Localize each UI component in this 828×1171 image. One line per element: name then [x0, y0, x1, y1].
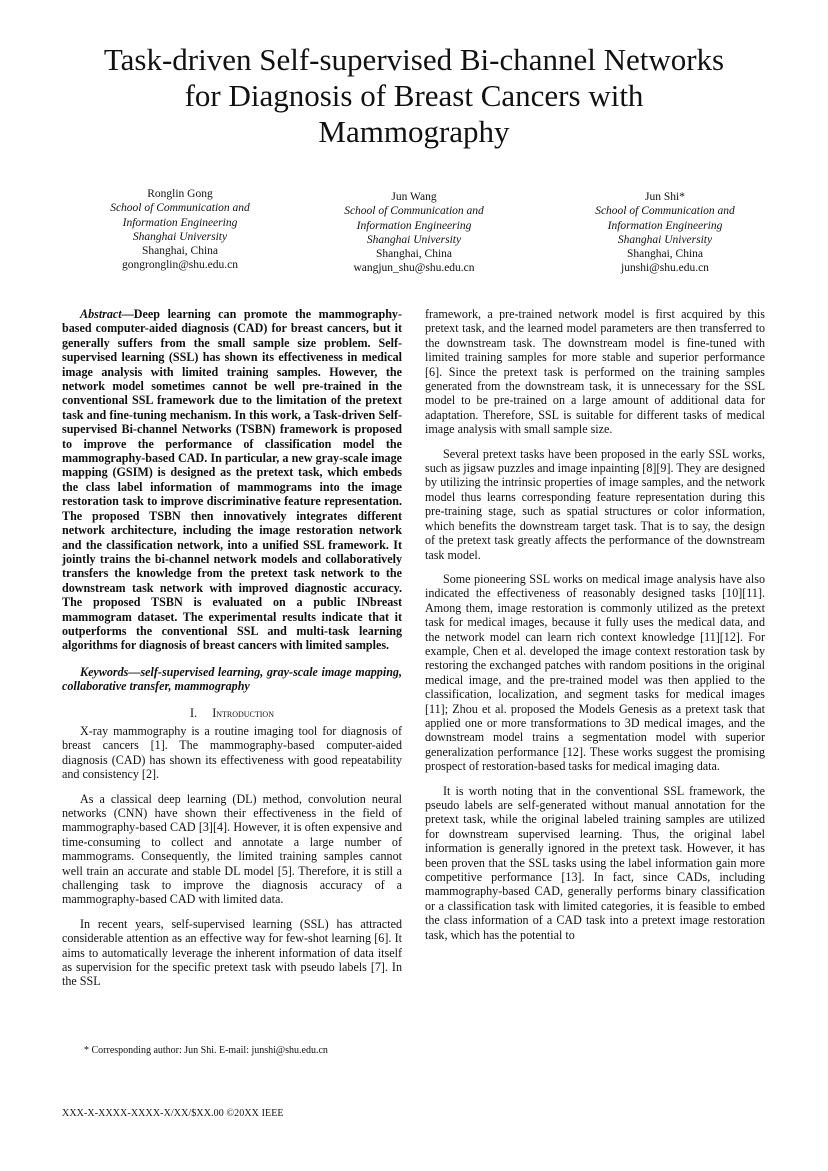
author-location: Shanghai, China — [626, 248, 704, 261]
title-line-2: for Diagnosis of Breast Cancers with — [184, 78, 644, 113]
body-paragraph: As a classical deep learning (DL) method, convolution neural networks (CNN) have shown their effectiveness in the field of mammography-based CAD [3][4]. However, it is often expensive and time-consuming to collect and annotate a large number of mammograms. Consequently, the limited training samples cannot well train an accurate and stable DL model [5]. Therefore, it is still a challenging task to improve the diagnosis accuracy of a mammography-based CAD with limited data. — [62, 791, 402, 907]
keywords-text: self-supervised learning, gray-scale image mapping, collaborative transfer, mammography — [62, 664, 402, 694]
left-column — [62, 307, 402, 989]
author-location: Shanghai, China — [141, 245, 219, 258]
author-email: junshi@shu.edu.cn — [621, 262, 709, 275]
author-name: Jun Shi* — [645, 191, 685, 203]
section-number: I. — [190, 705, 198, 720]
author-name: Jun Wang — [391, 191, 437, 203]
author-email: wangjun_shu@shu.edu.cn — [353, 262, 475, 275]
keywords-label: Keywords — [80, 664, 129, 679]
author-name: Ronglin Gong — [147, 188, 213, 200]
body-paragraph: In recent years, self-supervised learning (SSL) has attracted considerable attention as an effective way for few-shot learning [6]. It aims to automatically leverage the inherent information of data itself as supervision for the specific pretext task with pseudo labels [7]. In the SSL — [62, 916, 402, 989]
abstract-dash: — — [121, 307, 134, 321]
body-paragraph: framework, a pre-trained network model is first acquired by this pretext task, and the learned model parameters are then transferred to the downstream task. The downstream model is fine-tuned with limited training samples for more stable and superior performance [6]. Since the pretext task is performed on the training samples generated from the downstream task, it is unnecessary for the SSL model to be pre-trained on a large amount of additional data for adaptation. Therefore, SSL is suitable for different tasks of medical image analysis with small sample size. — [425, 307, 765, 437]
author-affiliation: Information Engineering — [122, 216, 238, 229]
right-column — [425, 307, 765, 942]
body-paragraph: Some pioneering SSL works on medical image analysis have also indicated the effectiveness of reasonably designed tasks [10][11]. Among them, image restoration is commonly utilized as the pretext task for medical images, because it fully uses the medical data, and the network model can learn rich context knowledge [11][12]. For example, Chen et al. developed the image context restoration task by restoring the exchanged patches with random positions in the original medical image, and the pre-trained model was then applied to the classification, localization, and segment tasks for medical images [11]; Zhou et al. proposed the Models Genesis as a pretext task that applied one or more transformations to 3D medical images, and the downstream model trains a segmentation model with superior generalization performance [12]. These works suggest the promising prospect of restoration-based tasks for medical imaging data. — [425, 571, 765, 774]
section-heading-introduction — [62, 706, 402, 720]
author-affiliation: School of Communication and — [344, 205, 484, 218]
body-paragraph: Several pretext tasks have been proposed in the early SSL works, such as jigsaw puzzles and image inpainting [8][9]. They are designed by utilizing the intrinsic properties of image samples, and the network model thus learns corresponding feature representation during this pre-training stage, such as spatial structures or color information, which benefits the downstream target task. That is to say, the design of the pretext task greatly affects the performance of the downstream task model. — [425, 446, 765, 562]
paper-title — [40, 42, 788, 150]
title-line-3: Mammography — [318, 114, 510, 149]
author-affiliation: School of Communication and — [595, 205, 735, 218]
section-title: Introduction — [212, 705, 274, 720]
author-affiliation: Information Engineering — [607, 219, 723, 232]
title-line-1: Task-driven Self-supervised Bi-channel Networks — [103, 42, 725, 77]
author-1 — [60, 187, 300, 273]
author-affiliation: Shanghai University — [366, 233, 462, 246]
author-location: Shanghai, China — [375, 248, 453, 261]
author-email: gongronglin@shu.edu.cn — [122, 259, 238, 272]
keywords-dash: — — [128, 664, 141, 679]
keywords — [62, 665, 402, 694]
abstract — [62, 307, 402, 653]
author-3 — [545, 190, 785, 276]
body-paragraph: X-ray mammography is a routine imaging tool for diagnosis of breast cancers [1]. The mammography-based computer-aided diagnosis (CAD) has shown its effectiveness with good repeatability and consistency [2]. — [62, 723, 402, 782]
author-affiliation: Shanghai University — [617, 233, 713, 246]
copyright-footer: XXX-X-XXXX-XXXX-X/XX/$XX.00 ©20XX IEEE — [62, 1108, 284, 1119]
abstract-text: Deep learning can promote the mammography-based computer-aided diagnosis (CAD) for breast cancers, but it generally suffers from the small sample size problem. Self-supervised learning (SSL) has shown its effectiveness in medical image analysis with limited training samples. However, the network model sometimes cannot be well pre-trained in the conventional SSL framework due to the limitation of the pretext task and fine-tuning mechanism. In this work, a Task-driven Self-supervised Bi-channel Networks (TSBN) framework is proposed to improve the performance of classification model the mammography-based CAD. In particular, a new gray-scale image mapping (GSIM) is designed as the pretext task, which embeds the class label information of mammograms into the image restoration task to improve discriminative feature representation. The proposed TSBN then innovatively integrates different network architecture, including the image restoration network and the classification network, into a unified SSL framework. It jointly trains the bi-channel network models and collaboratively transfers the knowledge from the pretext task network to the downstream task network with improved diagnostic accuracy. The proposed TSBN is evaluated on a public INbreast mammogram dataset. The experimental results indicate that it outperforms the conventional SSL and multi-task learning algorithms for diagnosis of breast cancers with limited samples. — [62, 307, 402, 653]
author-2 — [294, 190, 534, 276]
author-affiliation: Shanghai University — [132, 230, 228, 243]
author-affiliation: Information Engineering — [356, 219, 472, 232]
author-affiliation: School of Communication and — [110, 202, 250, 215]
corresponding-author-footnote: * Corresponding author: Jun Shi. E-mail: junshi@shu.edu.cn — [84, 1045, 328, 1056]
abstract-label: Abstract — [80, 307, 122, 321]
author-block — [40, 187, 788, 282]
body-paragraph: It is worth noting that in the conventional SSL framework, the pseudo labels are self-generated without manual annotation for the pretext task, while the original labeled training samples are utilized for downstream supervised learning. Thus, the original label information is generally ignored in the pretext task. However, it has been proven that the SSL tasks using the label information gain more competitive performance [13]. In fact, since CADs, including mammography-based CAD, generally performs binary classification or a classification task with limited categories, it is feasible to embed the class information of a CAD task into a pretext image restoration task, which has the potential to — [425, 783, 765, 942]
